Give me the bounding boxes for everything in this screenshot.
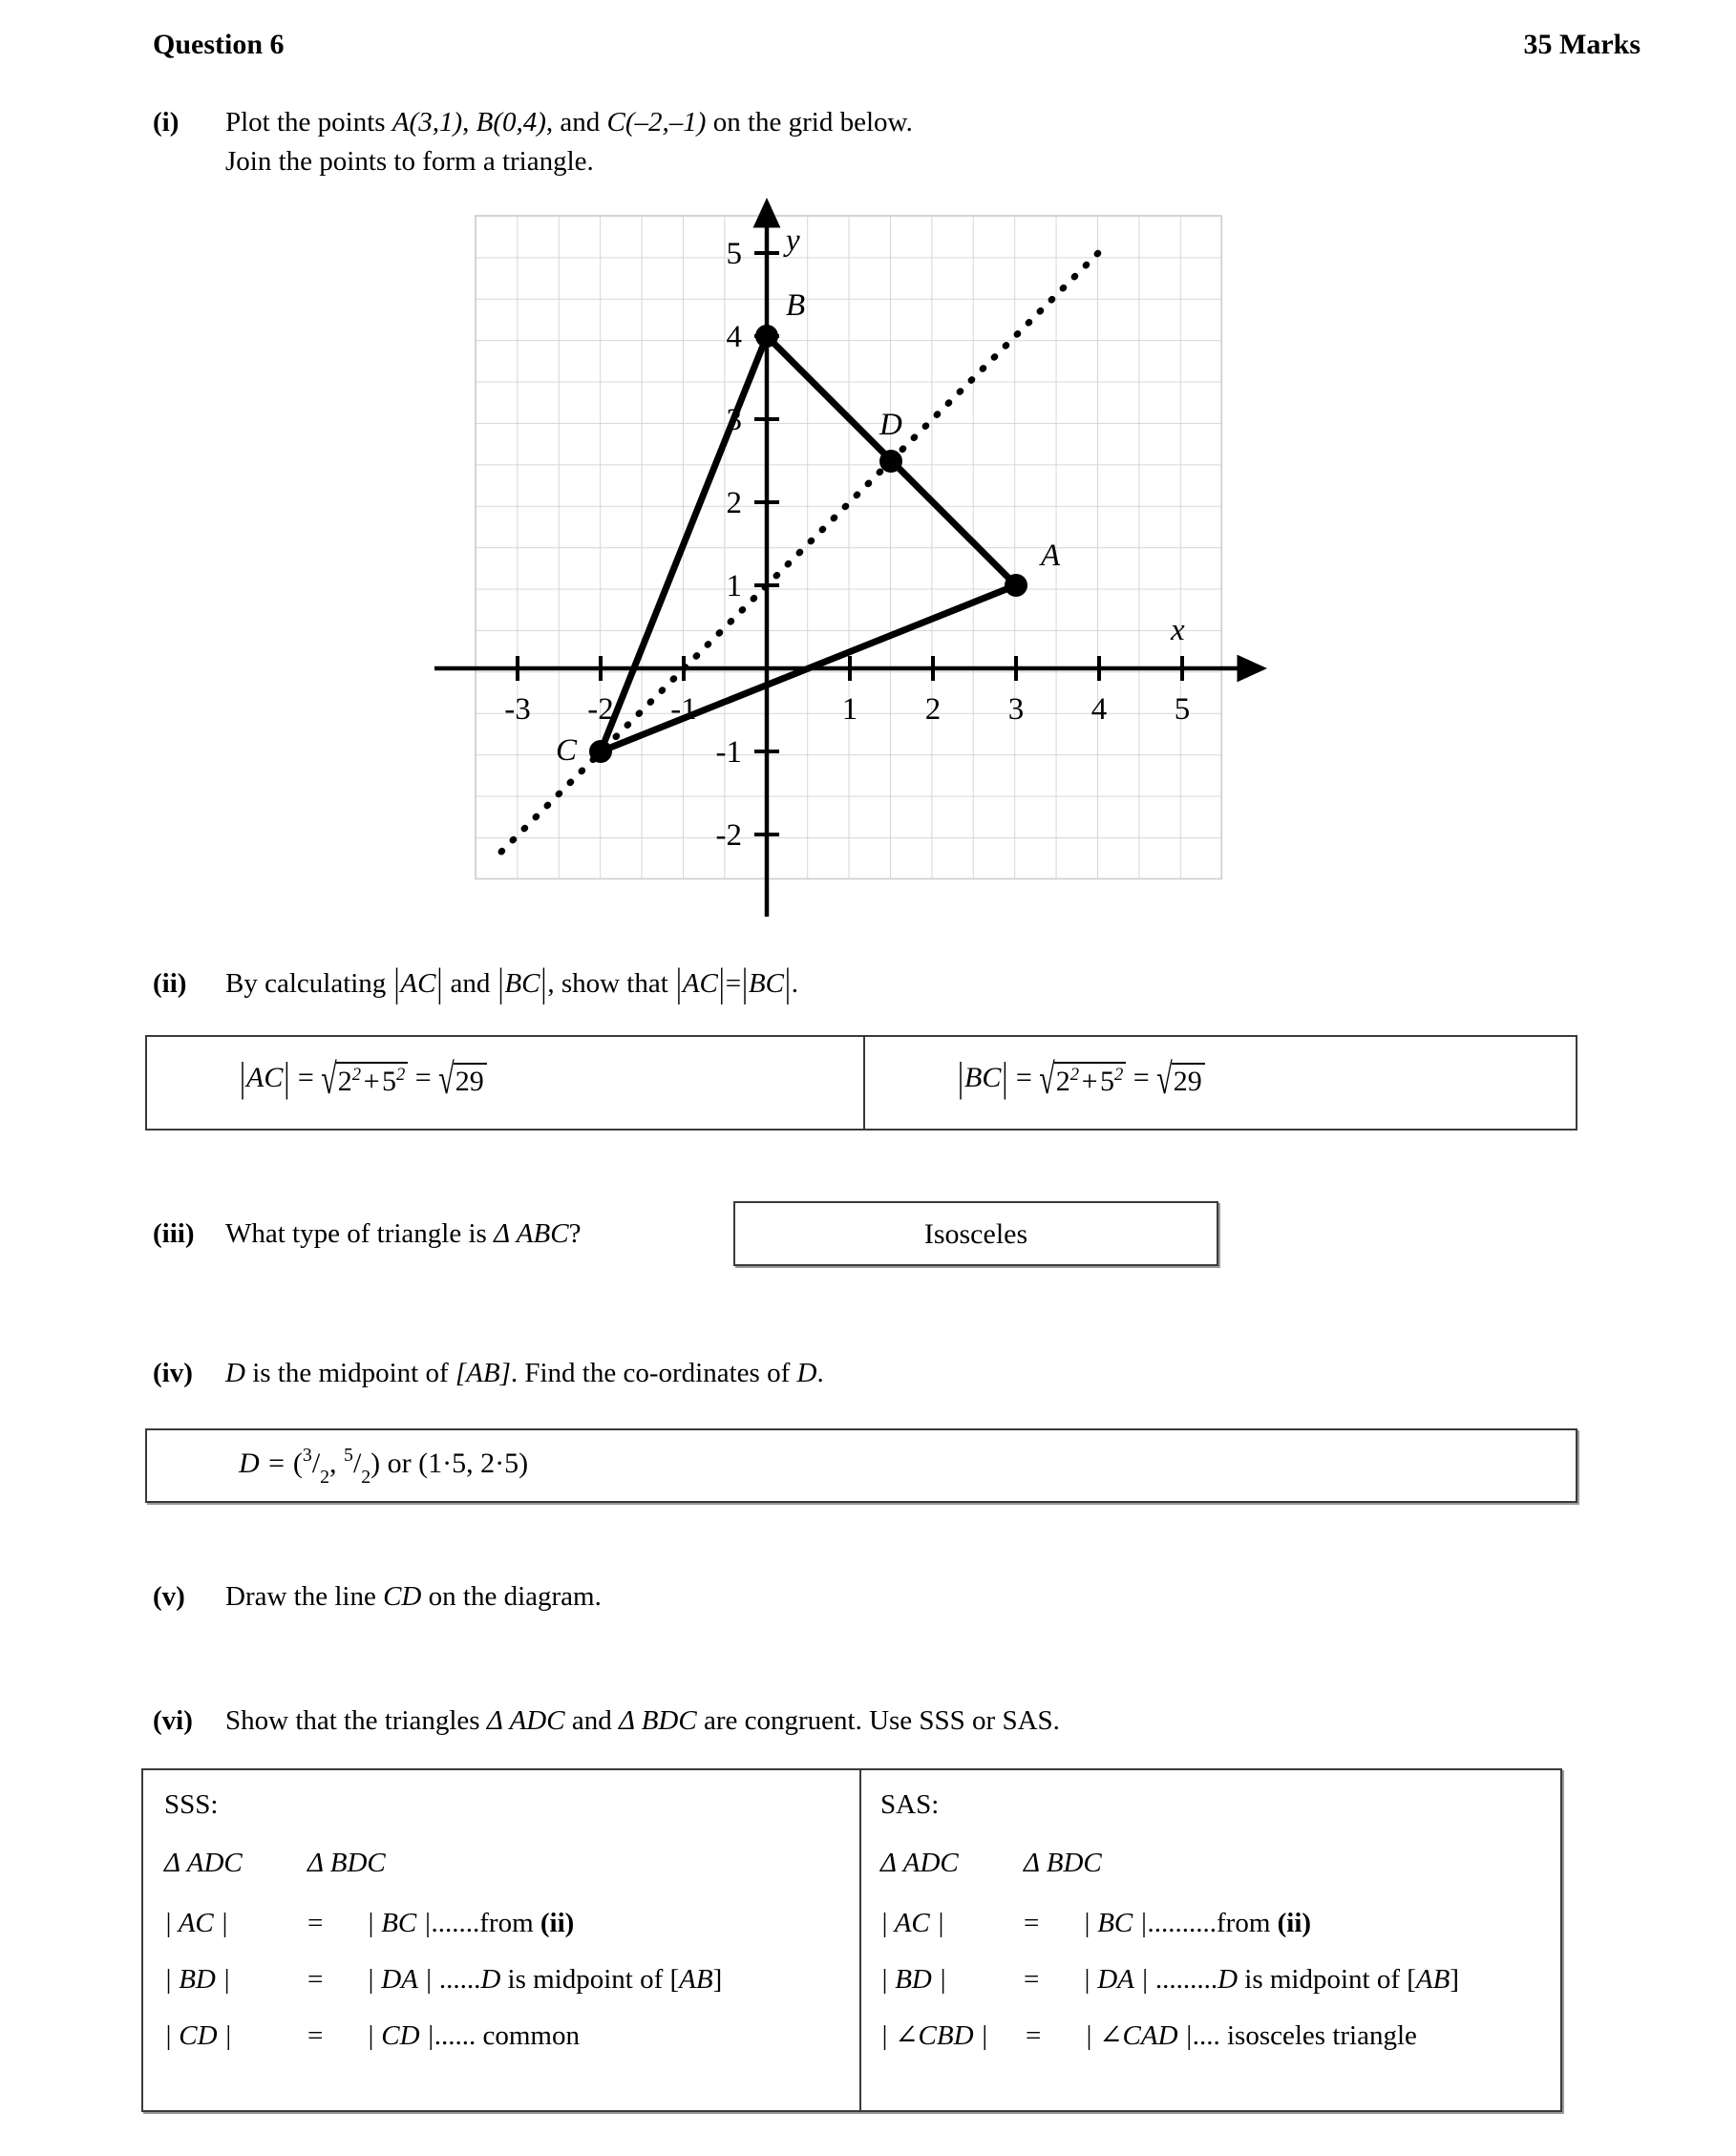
part-ii-box-divider (863, 1037, 865, 1129)
point-a-spec: A(3,1) (392, 107, 463, 137)
sas-row2-right: | DA | .........D is midpoint of [AB] (1083, 1964, 1460, 1995)
part-vi-number: (vi) (153, 1705, 193, 1736)
part-iii-answer-text: Isosceles (923, 1218, 1028, 1250)
sqrt-sum-left: $√2^2$ + $5^2$ (321, 1062, 408, 1098)
part-ii-body (225, 961, 1490, 1005)
triangle-adc-label: Δ ADC (486, 1705, 565, 1736)
sss-row3-eq: = (307, 2020, 324, 2051)
sss-row1-right: | BC |.......from (ii) (367, 1908, 575, 1938)
part-i-line1-post: on the grid below. (712, 107, 913, 137)
y-tick-label-5: 5 (726, 237, 742, 271)
sas-row2-left: | BD | (880, 1964, 947, 1995)
sqrt-sum-right: $√2^2$ + $5^2$ (1039, 1062, 1126, 1098)
x-tick-label-2: 2 (924, 692, 942, 727)
point-b-marker (755, 325, 778, 348)
part-iv-answer-box[interactable] (145, 1428, 1577, 1503)
sas-row3-right: | ∠CAD |.... isosceles triangle (1085, 2020, 1417, 2051)
sqrt-result-left: √29 (438, 1063, 486, 1098)
part-ii-eq: = (725, 968, 742, 999)
part-ii-text-mid: , show that (547, 968, 668, 999)
part-iii (153, 1215, 821, 1254)
part-vi-box-divider (859, 1770, 861, 2110)
congruence-sss (164, 1791, 833, 2079)
point-c-marker (589, 740, 612, 763)
part-ii-number: (ii) (153, 968, 187, 999)
x-tick-label-1: 1 (841, 692, 858, 727)
sas-title: SAS: (880, 1789, 940, 1820)
x-tick-label--1: -1 (670, 692, 697, 727)
part-iv-answer-decimal: (1·5, 2·5) (418, 1448, 529, 1479)
part-ii (153, 961, 1490, 1005)
part-iv (153, 1354, 1394, 1393)
sas-header-tri2: Δ BDC (1024, 1848, 1102, 1878)
sss-row-3 (164, 2022, 833, 2050)
part-v-text-post: on the diagram. (428, 1581, 602, 1612)
sss-row-1 (164, 1910, 833, 1937)
part-i-line2: Join the points to form a triangle. (225, 146, 594, 178)
point-d-marker (879, 450, 902, 473)
part-ii-text-pre: By calculating (225, 968, 387, 999)
sas-row1-eq: = (1024, 1908, 1040, 1938)
part-iv-answer-text (239, 1445, 529, 1488)
part-iii-number: (iii) (153, 1218, 195, 1249)
part-iii-question-pre: What type of triangle is (225, 1218, 487, 1249)
sas-row1-left: | AC | (880, 1908, 944, 1938)
part-vi-and: and (571, 1705, 612, 1736)
part-iv-fraction-pair: ($^3/_2$, $^5/_2$) (292, 1445, 381, 1488)
sss-header-tri1: Δ ADC (164, 1848, 243, 1878)
sas-header-tri1: Δ ADC (880, 1848, 959, 1878)
part-iv-answer-or: or (387, 1448, 412, 1479)
x-tick-label-4: 4 (1090, 692, 1108, 727)
triangle-bdc-label: Δ BDC (618, 1705, 697, 1736)
sss-row2-right: | DA | ......D is midpoint of [AB] (367, 1964, 723, 1995)
y-tick-label-2: 2 (726, 486, 742, 520)
sss-header-tri2: Δ BDC (307, 1848, 386, 1878)
part-iii-answer-box[interactable] (733, 1201, 1218, 1266)
y-tick-label-3: 3 (726, 403, 742, 437)
part-iv-text-e: . (816, 1358, 824, 1388)
part-iv-answer-prefix: D = (239, 1448, 286, 1479)
coordinate-grid-diagram (0, 0, 1736, 917)
sas-row1-right: | BC |..........from (ii) (1083, 1908, 1312, 1938)
sss-row3-right: | CD |...... common (367, 2020, 580, 2051)
sss-title: SSS: (164, 1789, 219, 1820)
part-i-number: (i) (153, 107, 180, 137)
part-iii-body (225, 1215, 821, 1254)
abs-bc-1: |BC| (498, 961, 547, 1005)
part-v-body (225, 1577, 1108, 1617)
y-tick-label-4: 4 (726, 320, 742, 354)
grid-background (476, 216, 1221, 878)
y-tick-label--2: -2 (715, 818, 742, 853)
point-c-spec: C(–2,–1) (606, 107, 707, 137)
point-b-spec: B(0,4) (476, 107, 546, 137)
abs-bc-2: |BC| (742, 961, 791, 1005)
sss-row3-left: | CD | (164, 2020, 232, 2051)
part-vi-text-post: are congruent. Use SSS or SAS. (703, 1705, 1060, 1736)
sss-row2-left: | BD | (164, 1964, 231, 1995)
eq-sign-3: = (1015, 1062, 1032, 1093)
sss-header-row (164, 1850, 833, 1877)
sep-1: , (462, 107, 470, 137)
sas-header-row (880, 1850, 1549, 1877)
eq-sign-2: = (414, 1062, 432, 1093)
abs-ac-answer: |AC| (240, 1054, 290, 1101)
triangle-abc-label: Δ ABC (494, 1218, 569, 1249)
part-iv-body (225, 1354, 1394, 1393)
part-ii-answer-left (239, 1054, 487, 1104)
fraction-y: $^5/_2$ (344, 1445, 371, 1488)
sas-row-1 (880, 1910, 1549, 1937)
part-v-text-pre: Draw the line (225, 1581, 376, 1612)
sas-row3-left: | ∠CBD | (880, 2020, 988, 2051)
part-iv-text-c: . Find the co-ordinates of (510, 1358, 791, 1388)
x-axis-label: x (1171, 613, 1185, 647)
part-v-number: (v) (153, 1581, 185, 1612)
part-iv-text-b: is the midpoint of (252, 1358, 449, 1388)
part-i-line1-pre: Plot the points (225, 107, 386, 137)
x-tick-label-5: 5 (1174, 692, 1191, 727)
fraction-x: $^3/_2$ (302, 1445, 330, 1488)
part-iii-question-post: ? (568, 1218, 582, 1249)
point-b-label: B (786, 288, 806, 323)
part-iv-d-2: D (796, 1358, 817, 1388)
sss-row1-left: | AC | (164, 1908, 228, 1938)
abs-ac-2: |AC| (676, 961, 725, 1005)
abs-bc-answer: |BC| (958, 1054, 1008, 1101)
congruence-sas (880, 1791, 1549, 2079)
y-axis-label: y (786, 223, 800, 258)
y-tick-label--1: -1 (715, 735, 742, 770)
sss-row-2 (164, 1966, 833, 1994)
sas-row-2 (880, 1966, 1549, 1994)
point-c-label: C (556, 733, 578, 768)
eq-sign-4: = (1133, 1062, 1150, 1093)
point-a-label: A (1041, 539, 1061, 573)
x-tick-label--3: -3 (504, 692, 531, 727)
sqrt-result-right: √29 (1156, 1063, 1204, 1098)
part-vi-text-pre: Show that the triangles (225, 1705, 480, 1736)
x-tick-label-3: 3 (1007, 692, 1025, 727)
point-d-label: D (879, 408, 902, 442)
eq-sign-1: = (297, 1062, 314, 1093)
part-ii-end: . (791, 968, 799, 999)
part-ii-mid: and (450, 968, 491, 999)
x-tick-label--2: -2 (587, 692, 614, 727)
segment-ab-bracket: [AB] (455, 1358, 511, 1388)
sep-2: , and (545, 107, 601, 137)
part-vi-body (225, 1702, 1490, 1741)
abs-ac-1: |AC| (393, 961, 443, 1005)
y-tick-label-1: 1 (726, 569, 742, 603)
question-title: Question 6 (153, 29, 285, 60)
part-iv-number: (iv) (153, 1358, 193, 1388)
sss-row2-eq: = (307, 1964, 324, 1995)
sas-row2-eq: = (1024, 1964, 1040, 1995)
part-ii-answer-right (957, 1054, 1205, 1104)
sas-row3-eq: = (1026, 2020, 1042, 2051)
marks-label: 35 Marks (1523, 29, 1641, 60)
part-v (153, 1577, 1108, 1617)
point-a-marker (1005, 574, 1027, 597)
sas-row-3 (880, 2022, 1549, 2050)
part-ii-answer-box[interactable] (145, 1035, 1577, 1131)
part-iv-d-1: D (225, 1358, 245, 1388)
sss-row1-eq: = (307, 1908, 324, 1938)
part-vi-answer-box[interactable] (141, 1768, 1562, 2112)
part-vi (153, 1702, 1490, 1741)
line-cd-label: CD (383, 1581, 422, 1612)
